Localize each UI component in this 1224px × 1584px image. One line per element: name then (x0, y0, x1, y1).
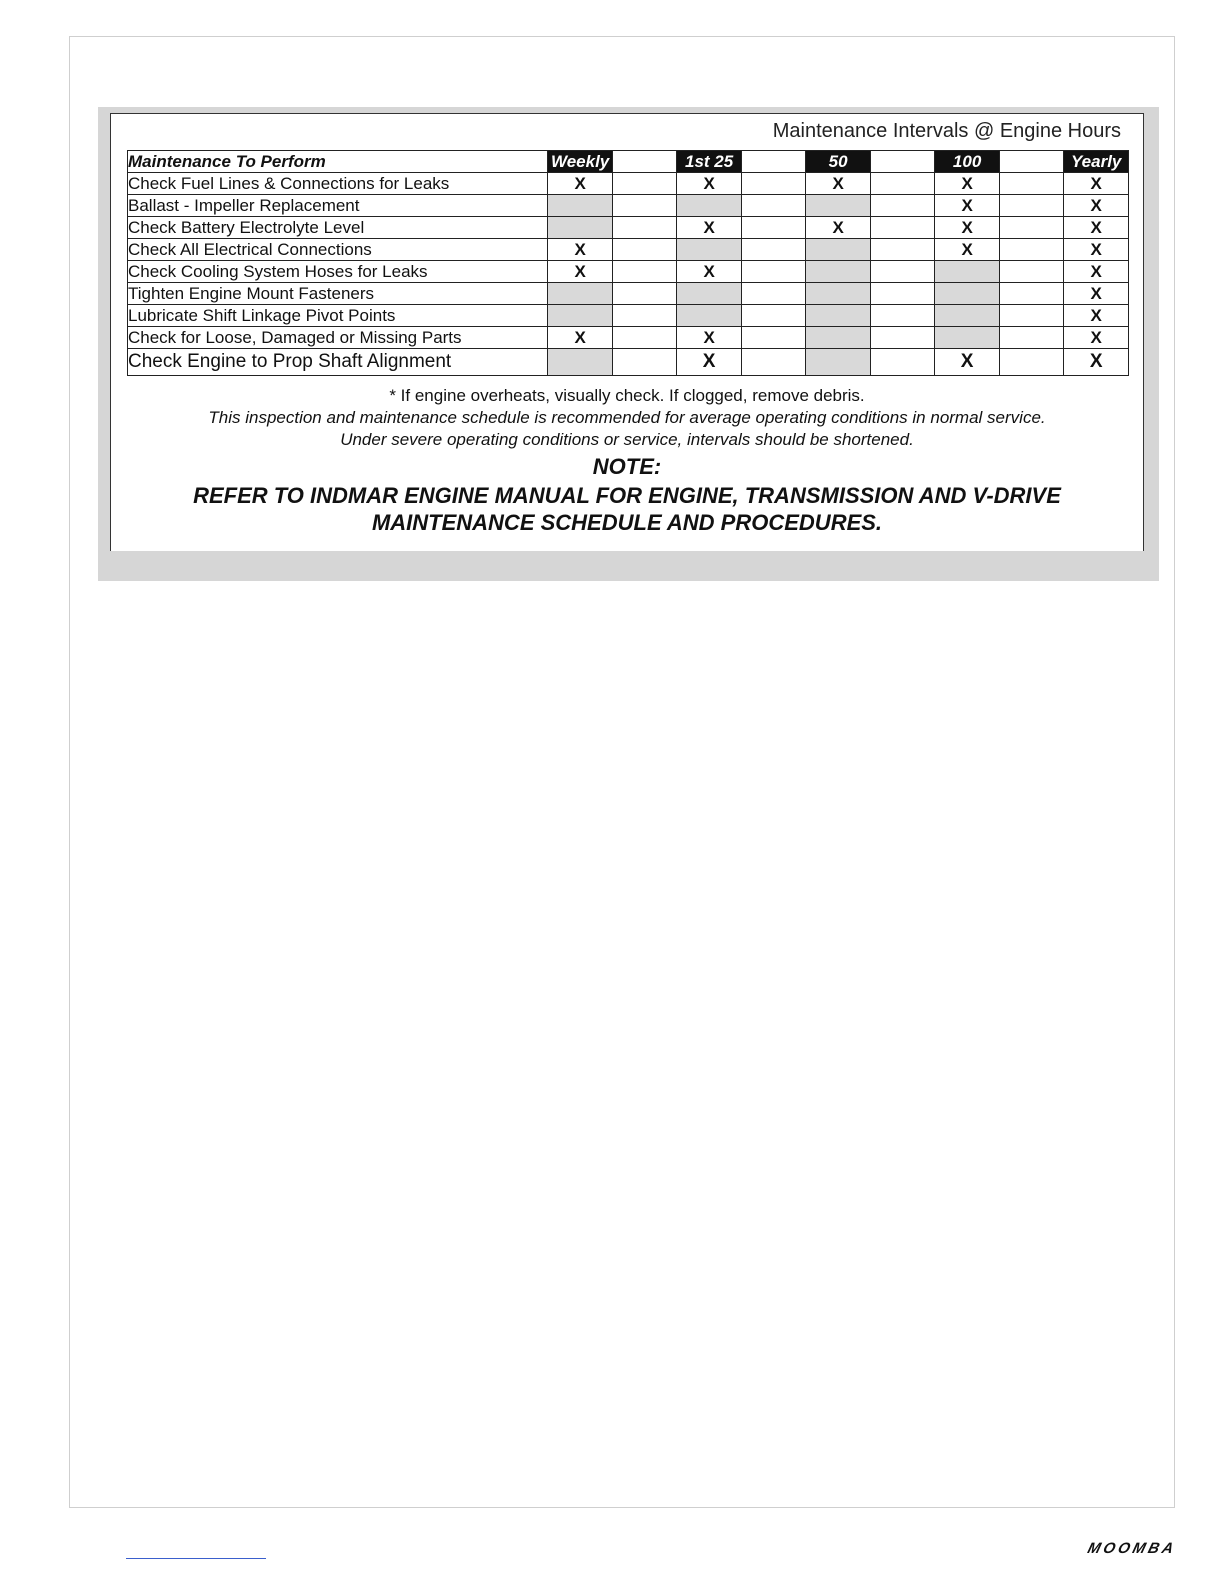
spacer-cell (999, 239, 1064, 261)
task-cell: Check Fuel Lines & Connections for Leaks (128, 173, 548, 195)
interval-cell (935, 283, 1000, 305)
severe-conditions-footnote: Under severe operating conditions or service, intervals should be shortened. (340, 430, 914, 449)
task-cell: Ballast - Impeller Replacement (128, 195, 548, 217)
interval-cell (806, 327, 871, 349)
interval-header-first-25: 1st 25 (677, 151, 742, 173)
table-row (128, 217, 1129, 239)
spacer-cell (741, 349, 806, 376)
task-cell: Check Battery Electrolyte Level (128, 217, 548, 239)
spacer-cell (870, 261, 935, 283)
interval-cell (806, 261, 871, 283)
spacer-cell (999, 349, 1064, 376)
interval-cell: X (1064, 239, 1129, 261)
spacer-cell (741, 305, 806, 327)
interval-cell (935, 305, 1000, 327)
interval-cell: X (806, 217, 871, 239)
spacer-cell (612, 305, 677, 327)
spacer-cell (741, 239, 806, 261)
table-row (128, 239, 1129, 261)
spacer-header (999, 151, 1064, 173)
interval-cell: X (935, 173, 1000, 195)
spacer-cell (870, 283, 935, 305)
table-row (128, 305, 1129, 327)
interval-cell (806, 195, 871, 217)
interval-cell: X (935, 195, 1000, 217)
spacer-cell (612, 261, 677, 283)
spacer-header (870, 151, 935, 173)
interval-cell (548, 217, 613, 239)
spacer-cell (612, 327, 677, 349)
interval-cell: X (935, 349, 1000, 376)
spacer-cell (870, 195, 935, 217)
interval-cell (806, 239, 871, 261)
task-cell: Lubricate Shift Linkage Pivot Points (128, 305, 548, 327)
spacer-cell (870, 217, 935, 239)
interval-cell (677, 305, 742, 327)
task-cell: Check All Electrical Connections (128, 239, 548, 261)
spacer-cell (999, 305, 1064, 327)
interval-header-yearly: Yearly (1064, 151, 1129, 173)
interval-cell: X (677, 327, 742, 349)
spacer-cell (741, 327, 806, 349)
spacer-cell (612, 349, 677, 376)
task-cell: Check Cooling System Hoses for Leaks (128, 261, 548, 283)
interval-cell (548, 305, 613, 327)
spacer-cell (741, 261, 806, 283)
interval-header-50: 50 (806, 151, 871, 173)
spacer-cell (612, 195, 677, 217)
table-row (128, 195, 1129, 217)
moomba-logo: MOOMBA (1085, 1540, 1179, 1557)
table-row (128, 283, 1129, 305)
table-row (128, 327, 1129, 349)
spacer-header (741, 151, 806, 173)
interval-cell: X (677, 349, 742, 376)
interval-cell: X (935, 217, 1000, 239)
spacer-cell (870, 239, 935, 261)
task-cell: Check for Loose, Damaged or Missing Parts (128, 327, 548, 349)
interval-cell (548, 195, 613, 217)
spacer-cell (999, 261, 1064, 283)
interval-header-weekly: Weekly (548, 151, 613, 173)
spacer-cell (870, 349, 935, 376)
table-row (128, 261, 1129, 283)
overheat-footnote: * If engine overheats, visually check. If clogged, remove debris. (389, 386, 865, 405)
spacer-cell (870, 327, 935, 349)
interval-cell (806, 305, 871, 327)
interval-cell (677, 283, 742, 305)
spacer-cell (741, 217, 806, 239)
note-heading: NOTE: (592, 454, 662, 479)
interval-cell: X (677, 173, 742, 195)
task-column-header: Maintenance To Perform (128, 151, 548, 173)
interval-cell (548, 349, 613, 376)
spacer-cell (999, 217, 1064, 239)
interval-cell: X (1064, 195, 1129, 217)
maintenance-schedule-sheet (110, 113, 1144, 551)
interval-cell: X (1064, 349, 1129, 376)
spacer-cell (612, 217, 677, 239)
interval-cell: X (1064, 283, 1129, 305)
inspection-footnote: This inspection and maintenance schedule is recommended for average operating conditions in normal service. (208, 408, 1046, 427)
interval-cell (806, 349, 871, 376)
interval-cell: X (1064, 327, 1129, 349)
interval-cell: X (1064, 173, 1129, 195)
task-cell: Tighten Engine Mount Fasteners (128, 283, 548, 305)
spacer-header (612, 151, 677, 173)
task-cell: Check Engine to Prop Shaft Alignment (128, 349, 548, 376)
interval-cell: X (548, 239, 613, 261)
interval-cell: X (1064, 305, 1129, 327)
spacer-cell (741, 195, 806, 217)
interval-cell: X (548, 173, 613, 195)
interval-cell (806, 283, 871, 305)
interval-cell: X (548, 261, 613, 283)
interval-cell (935, 327, 1000, 349)
note-body (111, 482, 1143, 536)
interval-cell: X (1064, 261, 1129, 283)
spacer-cell (999, 195, 1064, 217)
interval-cell: X (677, 261, 742, 283)
interval-cell (677, 239, 742, 261)
footer-link-underline (126, 1558, 266, 1559)
spacer-cell (999, 327, 1064, 349)
interval-cell (677, 195, 742, 217)
spacer-cell (999, 283, 1064, 305)
interval-cell: X (548, 327, 613, 349)
spacer-cell (612, 283, 677, 305)
note-line-1: REFER TO INDMAR ENGINE MANUAL FOR ENGINE, TRANSMISSION AND V-DRIVE (193, 483, 1061, 508)
spacer-cell (741, 283, 806, 305)
interval-cell: X (677, 217, 742, 239)
spacer-cell (870, 173, 935, 195)
spacer-cell (870, 305, 935, 327)
maintenance-table (127, 150, 1129, 376)
interval-cell (935, 261, 1000, 283)
maintenance-table-body (128, 173, 1129, 376)
note-line-2: MAINTENANCE SCHEDULE AND PROCEDURES. (371, 510, 883, 535)
spacer-cell (612, 239, 677, 261)
spacer-cell (741, 173, 806, 195)
intervals-title: Maintenance Intervals @ Engine Hours (772, 120, 1121, 142)
interval-cell: X (1064, 217, 1129, 239)
table-header-row (128, 151, 1129, 173)
interval-header-100: 100 (935, 151, 1000, 173)
interval-cell (548, 283, 613, 305)
interval-cell: X (806, 173, 871, 195)
spacer-cell (999, 173, 1064, 195)
spacer-cell (612, 173, 677, 195)
interval-cell: X (935, 239, 1000, 261)
table-row (128, 173, 1129, 195)
table-row (128, 349, 1129, 376)
